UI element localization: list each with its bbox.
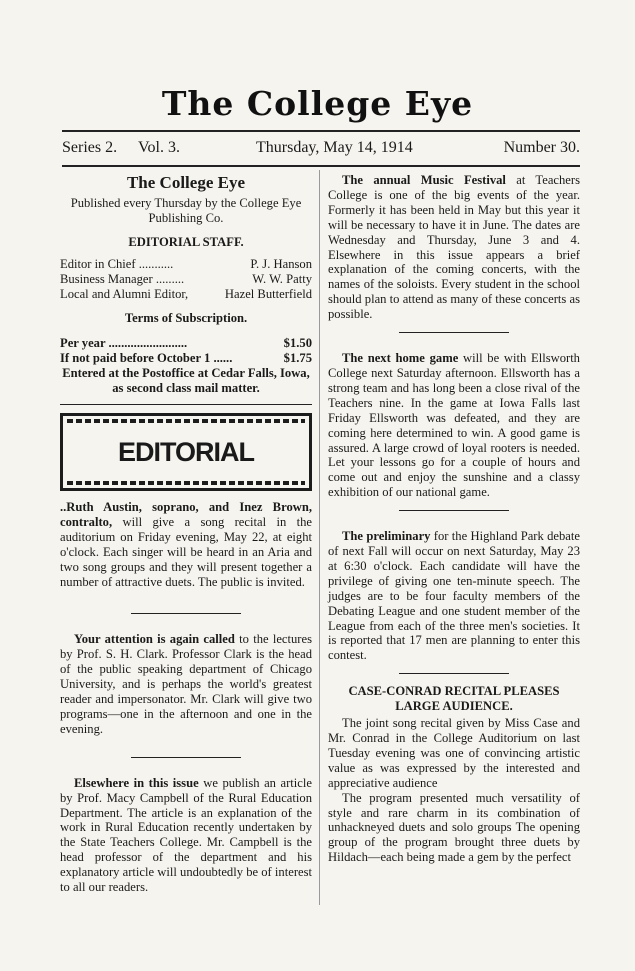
- recital-paragraph: The program presented much versatility of style and rare charm in its combination of unhackneyed duets and solo groups The opening group of the program brought three duets by Hildach—each being made a gem by the perfect: [328, 790, 580, 865]
- terms-price: $1.50: [283, 336, 312, 351]
- staff-name: P. J. Hanson: [250, 256, 312, 271]
- editorial-banner-text: EDITORIAL: [117, 436, 254, 467]
- masthead-title: The College Eye: [161, 84, 474, 123]
- small-title: The College Eye: [126, 173, 246, 192]
- terms-row: [60, 336, 312, 351]
- lead-in: Elsewhere in this issue: [74, 775, 199, 790]
- editorial-home-game: [328, 351, 580, 500]
- separator: [399, 510, 509, 511]
- staff-row: [60, 257, 312, 272]
- issue-date: Thursday, May 14, 1914: [256, 139, 413, 156]
- lead-in: The next home game: [342, 351, 459, 366]
- separator: [399, 673, 509, 674]
- lead-in: ..Ruth Austin, soprano, and Inez Brown, contralto,: [60, 499, 312, 529]
- separator: [131, 757, 241, 758]
- staff-heading: EDITORIAL STAFF.: [128, 234, 244, 249]
- editorial-rural-education: [60, 776, 312, 895]
- terms-list: [60, 336, 312, 366]
- entered-note: Entered at the Postoffice at Cedar Falls, Iowa, as second class mail matter.: [62, 366, 310, 396]
- staff-row: [60, 287, 312, 302]
- published-note: Published every Thursday by the College Eye Publishing Co.: [70, 196, 302, 225]
- separator: [399, 332, 509, 333]
- separator: [131, 613, 241, 614]
- recital-paragraph: The joint song recital given by Miss Case and Mr. Conrad in the College Auditorium on last Tuesday evening was one of convincing artistic value as was expressed by the interested and appreciative audience: [328, 716, 580, 790]
- editorial-music-festival: [328, 173, 580, 322]
- body-text: to the lectures by Prof. S. H. Clark. Professor Clark is the head of the public speaking department of Chicago University, and is perhaps the world's greatest reader and impersonator. Mr. Clark will give two programs—one in the afternoon and one in the evening.: [60, 632, 312, 736]
- masthead-rule-bottom: [62, 165, 580, 167]
- editorial-banner: [60, 413, 312, 491]
- body-text: will be with Ellsworth College next Saturday afternoon. Ellsworth has a strong team and has long been a close rival of the Teachers nine. In the game at Iowa Falls last Friday Ellsworth was defeated, and they are coming here determined to win. A good game is assured. A large crowd of loyal rooters is needed. Let your lessons go for a couple of hours and come out and enjoy the sunshine and a classy exhibition of our national game.: [328, 351, 580, 500]
- staff-list: [60, 257, 312, 302]
- issue-number: Number 30.: [503, 139, 580, 156]
- editorial-recital: [60, 500, 312, 589]
- terms-label: If not paid before October 1 ......: [60, 351, 233, 366]
- terms-heading: Terms of Subscription.: [124, 311, 248, 326]
- staff-role: Editor in Chief ...........: [60, 256, 174, 271]
- column-divider: [319, 170, 320, 905]
- terms-price: $1.75: [283, 351, 312, 366]
- rule: [60, 404, 312, 405]
- lead-in: The preliminary: [342, 529, 431, 544]
- body-text: we publish an article by Prof. Macy Campbell of the Rural Education Department. The article is an explanation of the work in Rural Education recently undertaken by the State Teachers College. Mr. Campbell is the head professor of the department and his explanatory article will undoubtedly be of interest to all our readers.: [60, 775, 312, 895]
- staff-role: Local and Alumni Editor,: [60, 286, 189, 301]
- body-text: at Teachers College is one of the big events of the year. Formerly it has been held in May but this year it will be necessary to have it in June. The dates are Wednesday and Thursday, June 3 and 4. Elsewhere in this issue appears a brief explanation of the coming concerts, with the names of the soloists. Every student in the school should plan to attend as many of these concerts as possible.: [328, 173, 580, 322]
- lead-in: Your attention is again called: [74, 632, 235, 647]
- volume: Vol. 3.: [138, 139, 180, 156]
- editorial-lectures: [60, 632, 312, 736]
- staff-role: Business Manager .........: [60, 271, 185, 286]
- editorial-debate: [328, 529, 580, 663]
- terms-label: Per year .........................: [60, 336, 188, 351]
- series: Series 2.: [62, 139, 118, 156]
- left-column: [60, 173, 312, 895]
- recital-headline: CASE-CONRAD RECITAL PLEASES LARGE AUDIENCE.: [348, 684, 560, 714]
- staff-row: [60, 272, 312, 287]
- terms-row: [60, 351, 312, 366]
- body-text: for the Highland Park debate of next Fall will occur on next Saturday, May 23 at 6:30 o'clock. Each candidate will have the privilege of giving one ten-minute speech. The judges are to be four faculty members of the Debating League and one student member of the League from each of the three men's societies. It is reported that 17 men are planning to enter this contest.: [328, 529, 580, 663]
- right-column: [328, 173, 580, 865]
- staff-name: Hazel Butterfield: [224, 286, 312, 301]
- body-text: will give a song recital in the auditorium on Friday evening, May 22, at eight o'clock. Each singer will be heard in an Aria and two song groups and they will present together a number of attractive duets. The public is invited.: [60, 514, 312, 589]
- staff-name: W. W. Patty: [252, 271, 312, 286]
- issue-line: [62, 139, 580, 163]
- lead-in: The annual Music Festival: [342, 173, 506, 187]
- masthead-rule-top: [62, 130, 580, 132]
